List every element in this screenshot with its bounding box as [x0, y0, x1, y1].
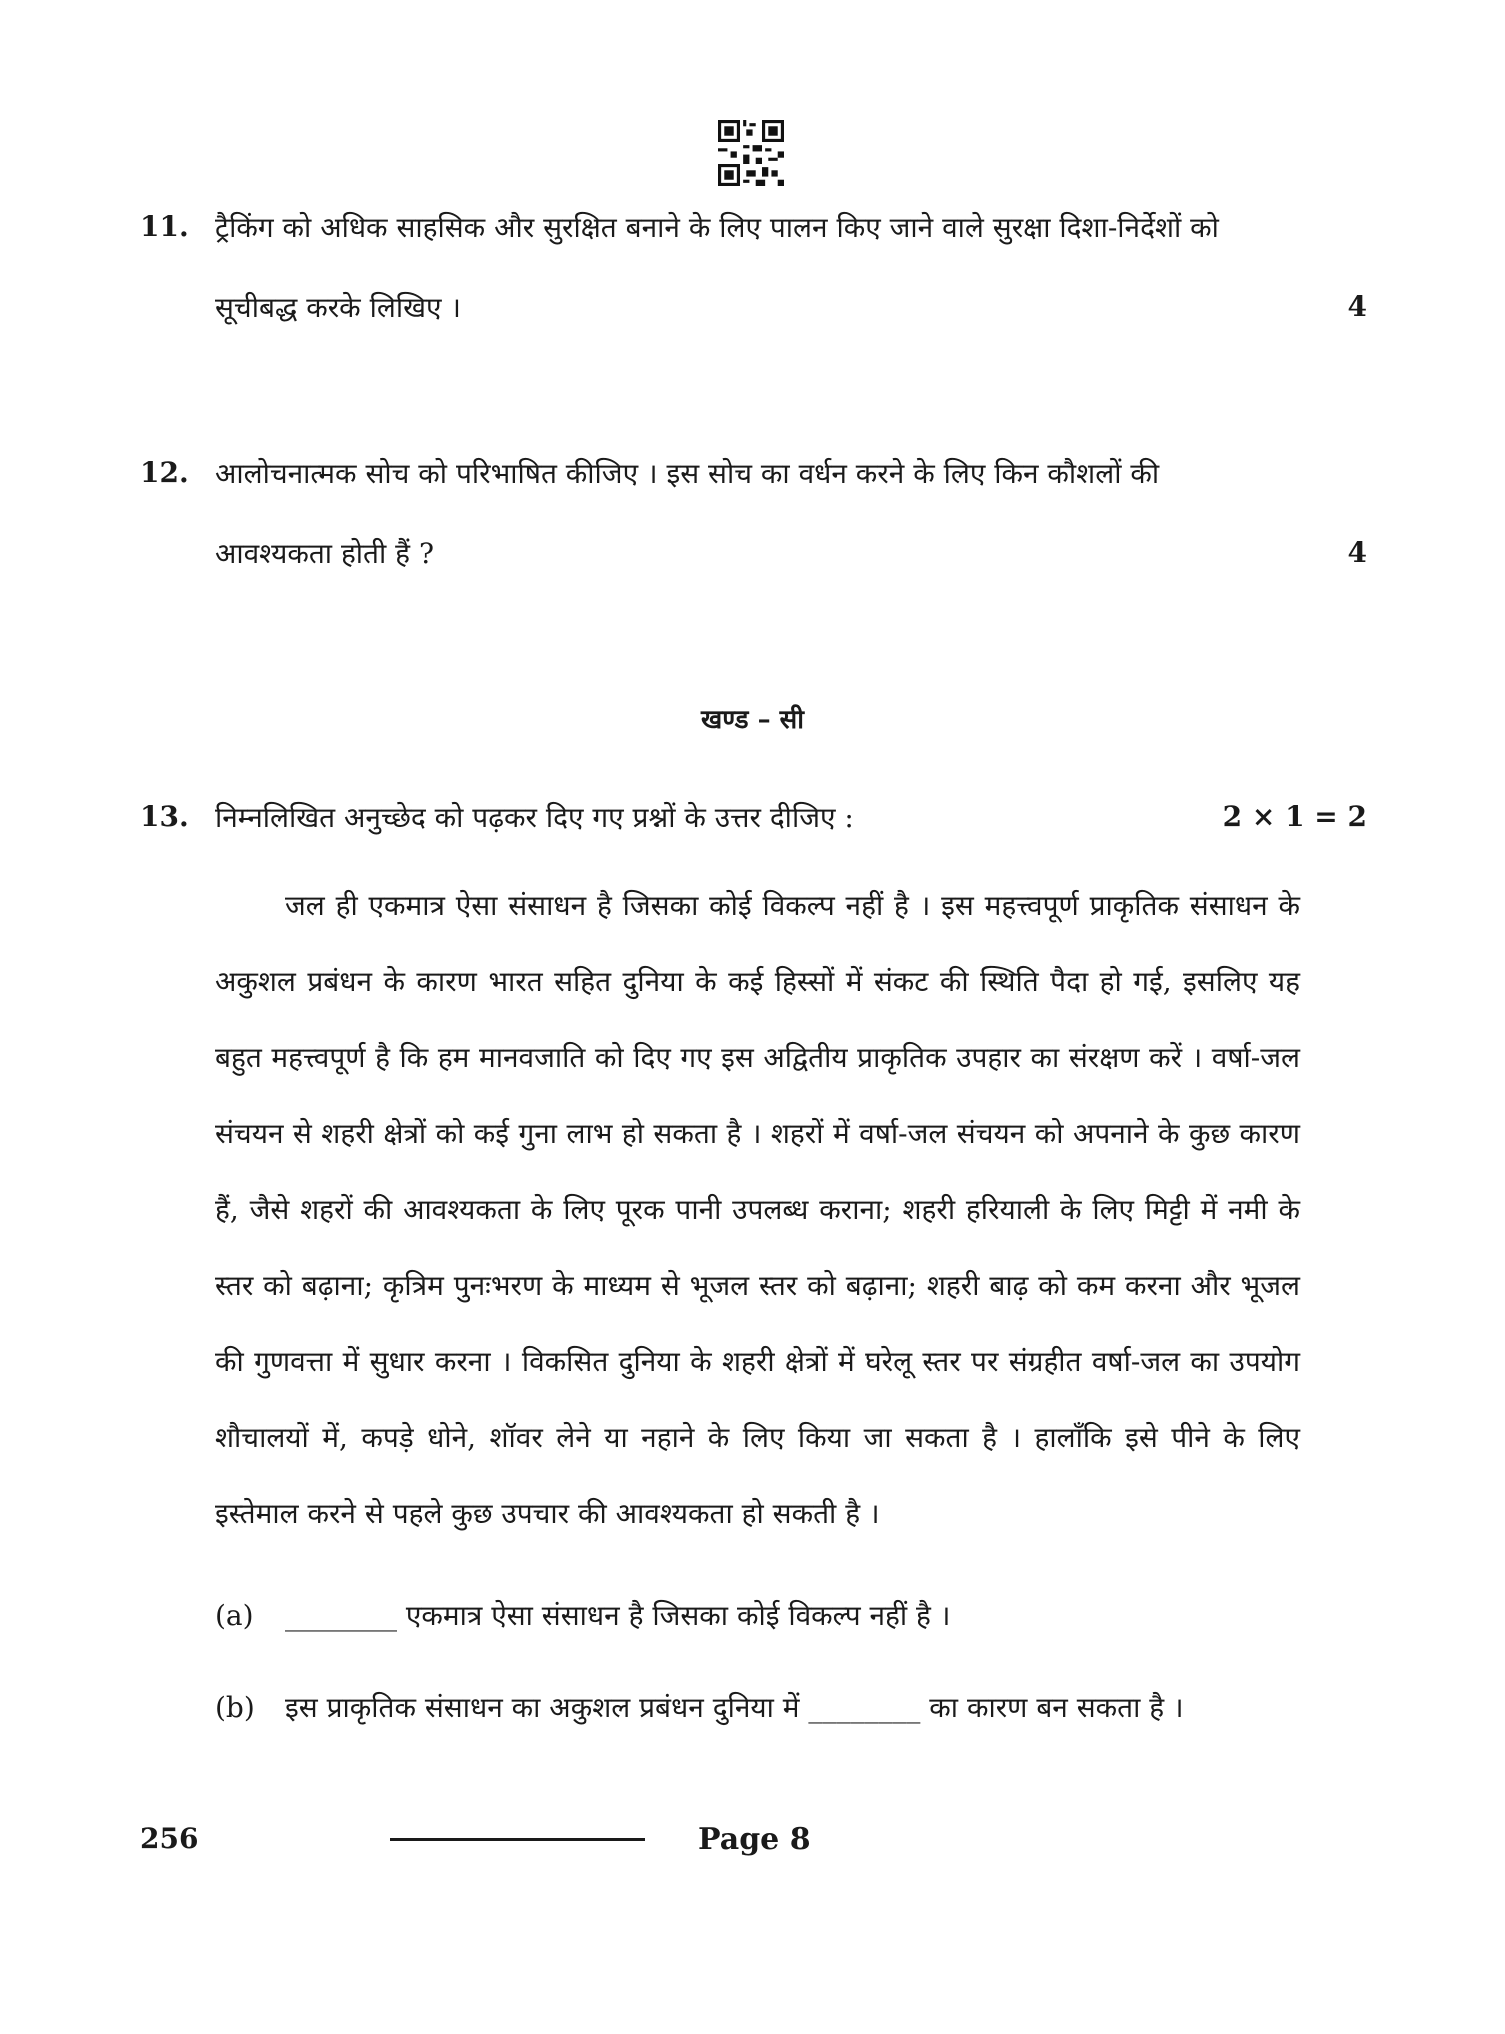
question-instruction: निम्नलिखित अनुच्छेद को पढ़कर दिए गए प्रश्नों के उत्तर दीजिए :	[215, 801, 854, 834]
sub-text-end: का कारण बन सकता है ।	[920, 1691, 1184, 1724]
question-number: 11.	[140, 210, 189, 243]
sub-question-b	[215, 1688, 1184, 1726]
paper-code: 256	[140, 1822, 199, 1855]
sub-label: (b)	[215, 1691, 255, 1724]
page-number: Page 8	[698, 1822, 811, 1857]
question-marks: 4	[1347, 536, 1367, 569]
fill-blank: ________	[808, 1691, 921, 1724]
sub-question-a	[215, 1596, 950, 1634]
fill-blank: ________	[285, 1599, 397, 1632]
footer-divider	[390, 1838, 645, 1841]
section-heading: खण्ड – सी	[701, 705, 804, 735]
question-marks: 4	[1347, 290, 1367, 323]
question-number: 13.	[140, 800, 189, 833]
question-number: 12.	[140, 456, 189, 489]
question-text: आलोचनात्मक सोच को परिभाषित कीजिए । इस सोच का वर्धन करने के लिए किन कौशलों की आवश्यकता होती हैं ?	[215, 457, 1160, 570]
sub-text: इस प्राकृतिक संसाधन का अकुशल प्रबंधन दुनिया में	[285, 1691, 809, 1724]
qr-code-icon	[718, 120, 784, 186]
sub-text: एकमात्र ऐसा संसाधन है जिसका कोई विकल्प नहीं है ।	[397, 1599, 951, 1632]
passage: जल ही एकमात्र ऐसा संसाधन है जिसका कोई विकल्प नहीं है । इस महत्त्वपूर्ण प्राकृतिक संसाधन के अकुशल प्रबंधन के कारण भारत सहित दुनिया के कई हिस्सों में संकट की स्थिति पैदा हो गई, इसलिए यह बहुत महत्त्वपूर्ण है कि हम मानवजाति को दिए गए इस अद्वितीय प्राकृतिक उपहार का संरक्षण करें । वर्षा-जल संचयन से शहरी क्षेत्रों को कई गुना लाभ हो सकता है । शहरों में वर्षा-जल संचयन को अपनाने के कुछ कारण हैं, जैसे शहरों की आवश्यकता के लिए पूरक पानी उपलब्ध कराना; शहरी हरियाली के लिए मिट्टी में नमी के स्तर को बढ़ाना; कृत्रिम पुनःभरण के माध्यम से भूजल स्तर को बढ़ाना; शहरी बाढ़ को कम करना और भूजल की गुणवत्ता में सुधार करना । विकसित दुनिया के शहरी क्षेत्रों में घरेलू स्तर पर संग्रहीत वर्षा-जल का उपयोग शौचालयों में, कपड़े धोने, शॉवर लेने या नहाने के लिए किया जा सकता है । हालाँकि इसे पीने के लिए इस्तेमाल करने से पहले कुछ उपचार की आवश्यकता हो सकती है ।	[215, 889, 1300, 1530]
question-text: ट्रैकिंग को अधिक साहसिक और सुरक्षित बनाने के लिए पालन किए जाने वाले सुरक्षा दिशा-निर्देशों को सूचीबद्ध करके लिखिए ।	[215, 211, 1219, 324]
sub-label: (a)	[215, 1599, 254, 1632]
question-marks: 2 × 1 = 2	[1222, 800, 1367, 833]
